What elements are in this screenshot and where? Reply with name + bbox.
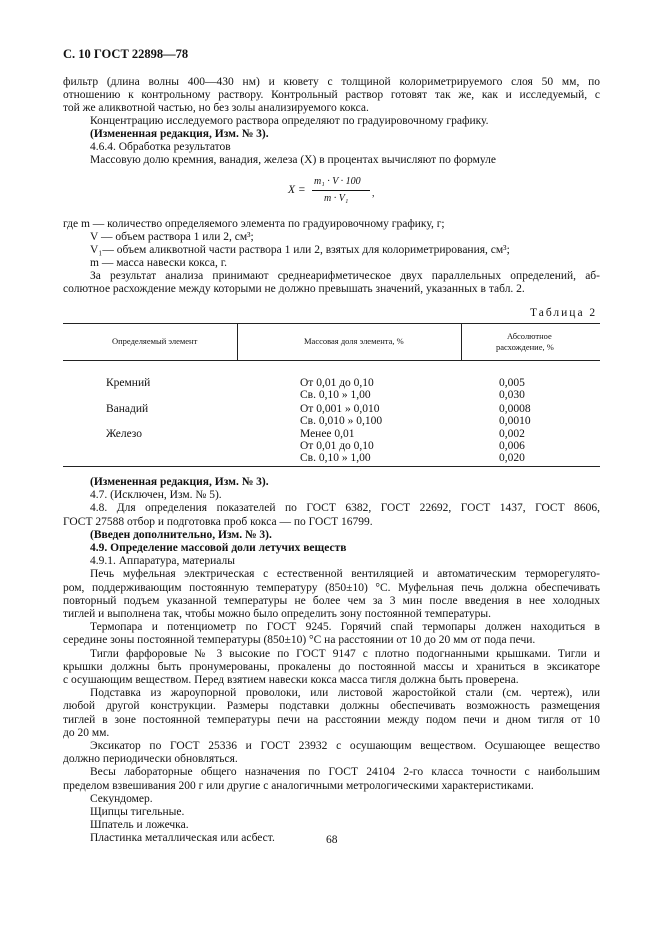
where-line: V₁— объем аликвотной части раствора 1 или 2, взятых для колориметрирования, см³;	[90, 244, 510, 256]
column-divider	[461, 323, 462, 360]
table-caption: Таблица 2	[530, 307, 598, 319]
table-cell-range: Св. 0,10 » 1,00	[300, 389, 371, 401]
table-cell-element: Кремний	[106, 377, 151, 389]
text-line: Шпатель и ложечка.	[90, 819, 189, 832]
text-line: Подставка из жароупорной проволоки, или листовой жаростойкой стали (см. чертеж), или	[90, 687, 600, 700]
fraction-bar	[312, 190, 370, 191]
table-cell-diff: 0,020	[499, 452, 525, 464]
paragraph-line: Массовую долю кремния, ванадия, железа (X) в процентах вычисляют по формуле	[90, 154, 496, 166]
table-header-rule	[63, 360, 600, 361]
table-cell-diff: 0,006	[499, 440, 525, 452]
table-cell-diff: 0,0008	[499, 403, 531, 415]
text-line: любой другой конструкции. Размеры подставки должны обеспечивать возможность размещения	[63, 700, 600, 713]
table-cell-diff: 0,005	[499, 377, 525, 389]
text-line: тиглей и выполнена так, чтобы можно было определить зону постоянной температуры.	[63, 608, 492, 620]
table-cell-range: Св. 0,10 » 1,00	[300, 452, 371, 464]
text-line: Печь муфельная электрическая с естественной вентиляцией и автоматическим терморегулято-	[90, 568, 600, 581]
table-header: расхождение, %	[496, 342, 554, 352]
text-line: должно периодически обновляться.	[63, 753, 238, 766]
column-divider	[237, 323, 238, 360]
table-header: Абсолютное	[507, 331, 552, 341]
where-line: где m — количество определяемого элемента по градуировочному графику, г;	[63, 218, 445, 230]
table-cell-diff: 0,0010	[499, 415, 531, 427]
text-line: 4.8. Для определения показателей по ГОСТ 6382, ГОСТ 22692, ГОСТ 1437, ГОСТ 8606,	[90, 502, 600, 515]
where-line: V — объем раствора 1 или 2, см³;	[90, 231, 254, 243]
table-cell-range: От 0,01 до 0,10	[300, 440, 374, 452]
paragraph-line: отношению к контрольному раствору. Контрольный раствор готовят так же, как и исследуемый, с	[63, 89, 600, 101]
text-line: ром, поддерживающим постоянную температуру (850±10) °С. Муфельная печь должна обеспечивать	[63, 581, 600, 594]
text-line: Секундомер.	[90, 792, 153, 805]
table-cell-range: Св. 0,010 » 0,100	[300, 415, 383, 427]
table-cell-range: Менее 0,01	[300, 428, 355, 440]
text-line: до 20 мм.	[63, 726, 110, 739]
text-line: крышки должны быть пронумерованы, прокалены до постоянной массы и храниться в эксикаторе	[63, 660, 600, 673]
text-line: Тигли фарфоровые № 3 высокие по ГОСТ 9147 с плотно подогнанными крышками. Тигли и	[90, 647, 600, 660]
table-top-rule	[63, 323, 600, 324]
table-header: Определяемый элемент	[112, 336, 198, 346]
paragraph-line: той же аликвотной частью, но без золы анализируемого кокса.	[63, 102, 369, 114]
formula-tail: ,	[372, 188, 375, 199]
bold-line: 4.9. Определение массовой доли летучих веществ	[90, 542, 347, 554]
paragraph-line: фильтр (длина волны 400—430 нм) и кювету с толщиной колориметрируемого слоя 50 мм, по	[63, 76, 600, 88]
paragraph-line: солютное расхождение между которыми не должно превышать значений, указанных в табл. 2.	[63, 283, 525, 295]
text-line: Термопара и потенциометр по ГОСТ 9245. Горячий спай термопары должен находиться в	[90, 621, 600, 634]
section-heading: 4.6.4. Обработка результатов	[90, 141, 231, 153]
text-line: 4.9.1. Аппаратура, материалы	[90, 555, 235, 568]
table-cell-diff: 0,030	[499, 389, 525, 401]
paragraph-line: За результат анализа принимают среднеарифметическое двух параллельных определений, аб-	[90, 270, 600, 282]
text-line: Весы лабораторные общего назначения по ГОСТ 24104 2-го класса точности с наибольшим	[90, 766, 600, 779]
page-number: 68	[326, 834, 338, 846]
text-line: 4.7. (Исключен, Изм. № 5).	[90, 489, 222, 502]
where-line: m — масса навески кокса, г.	[90, 257, 228, 269]
formula-denominator: m · V₁	[324, 193, 349, 204]
table-cell-element: Ванадий	[106, 403, 149, 415]
formula-lhs: X =	[288, 184, 306, 196]
paragraph-line: Концентрацию исследуемого раствора определяют по градуировочному графику.	[90, 115, 489, 127]
text-line: тиглей в зоне постоянной температуры печи на расстоянии между подом печи и дном тигля от 10	[63, 713, 600, 726]
text-line: ГОСТ 27588 отбор и подготовка проб кокса — по ГОСТ 16799.	[63, 515, 373, 528]
page-header: С. 10 ГОСТ 22898—78	[63, 47, 189, 61]
text-line: Щипцы тигельные.	[90, 806, 185, 818]
text-line: пределом взвешивания 200 г или другие с аналогичными метрологическими характеристиками.	[63, 779, 534, 792]
table-cell-range: От 0,001 » 0,010	[300, 403, 380, 415]
bold-line: (Измененная редакция, Изм. № 3).	[90, 476, 269, 488]
text-line: середине зоны постоянной температуры (850±10) °С на расстоянии от 10 до 20 мм от пода печи.	[63, 634, 536, 647]
revision-note: (Измененная редакция, Изм. № 3).	[90, 128, 269, 140]
text-line: повторный подъем указанной температуры не более чем за 3 мин после введения в нее холодных	[63, 594, 600, 607]
table-header: Массовая доля элемента, %	[304, 336, 404, 346]
table-cell-diff: 0,002	[499, 428, 525, 440]
table-cell-range: От 0,01 до 0,10	[300, 377, 374, 389]
text-line: Пластинка металлическая или асбест.	[90, 832, 275, 845]
table-bottom-rule	[63, 466, 600, 467]
table-cell-element: Железо	[106, 428, 143, 440]
text-line: с осушающим веществом. Перед взятием навески кокса масса тигля должна быть проверена.	[63, 674, 519, 686]
bold-line: (Введен дополнительно, Изм. № 3).	[90, 528, 272, 541]
text-line: Эксикатор по ГОСТ 25336 и ГОСТ 23932 с осушающим веществом. Осушающее вещество	[90, 740, 600, 752]
formula-numerator: m₁ · V · 100	[314, 176, 361, 187]
